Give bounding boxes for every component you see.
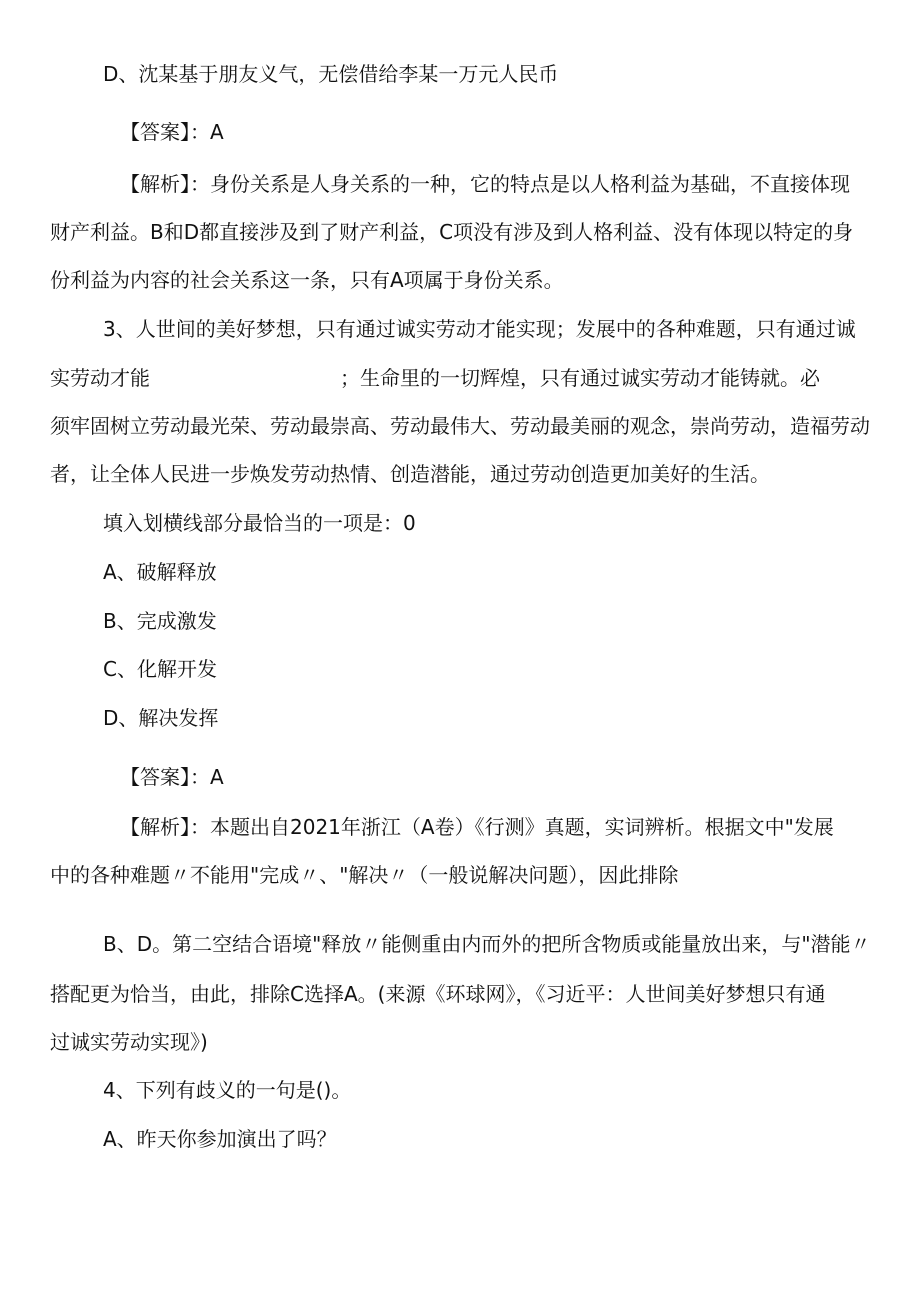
q3-stem-line: 须牢固树立劳动最光荣、劳动最崇高、劳动最伟大、劳动最美丽的观念，崇尚劳动，造福劳动 [50, 414, 870, 438]
q3-stem-line: 者，让全体人民进一步焕发劳动热情、创造潜能，通过劳动创造更加美好的生活。 [50, 462, 770, 486]
q3-option: C、化解开发 [103, 657, 217, 681]
q3-option: D、解决发挥 [103, 706, 219, 730]
q3-analysis-line: B、D。第二空结合语境"释放〃能侧重由内而外的把所含物质或能量放出来，与"潜能〃 [103, 932, 871, 956]
q3-option: A、破解释放 [103, 560, 217, 584]
q3-analysis-line: 过诚实劳动实现》) [50, 1030, 208, 1054]
q3-stem-segment: 实劳动才能 [50, 366, 150, 390]
q3-analysis-line: 中的各种难题〃不能用"完成〃、"解决〃（一般说解决问题），因此排除 [50, 863, 679, 887]
q3-stem-segment: ；生命里的一切辉煌，只有通过诚实劳动才能铸就。必 [340, 366, 820, 390]
q4-option: A、昨天你参加演出了吗？ [103, 1127, 337, 1151]
q4-stem: 4、下列有歧义的一句是()。 [103, 1078, 352, 1102]
q3-option: B、完成激发 [103, 609, 217, 633]
q2-analysis-line: 【解析】：身份关系是人身关系的一种，它的特点是以人格利益为基础，不直接体现 [120, 172, 850, 196]
q2-analysis-line: 财产利益。B和D都直接涉及到了财产利益，C项没有涉及到人格利益、没有体现以特定的身 [50, 220, 854, 244]
q3-stem-line [50, 366, 820, 390]
q3-stem-line: 3、人世间的美好梦想，只有通过诚实劳动才能实现；发展中的各种难题，只有通过诚 [103, 317, 856, 341]
q3-answer: 【答案】：A [120, 765, 224, 789]
q2-option-d: D、沈某基于朋友义气，无偿借给李某一万元人民币 [103, 62, 559, 86]
q3-analysis-line: 搭配更为恰当，由此，排除C选择A。(来源《环球网》，《习近平：人世间美好梦想只有通 [50, 982, 826, 1006]
q2-analysis-line: 份利益为内容的社会关系这一条，只有A项属于身份关系。 [50, 268, 564, 292]
q3-analysis-line: 【解析】：本题出自2021年浙江（A卷）《行测》真题，实词辨析。根据文中"发展 [120, 815, 834, 839]
q2-answer: 【答案】：A [120, 120, 224, 144]
q3-prompt: 填入划横线部分最恰当的一项是：0 [103, 511, 416, 535]
